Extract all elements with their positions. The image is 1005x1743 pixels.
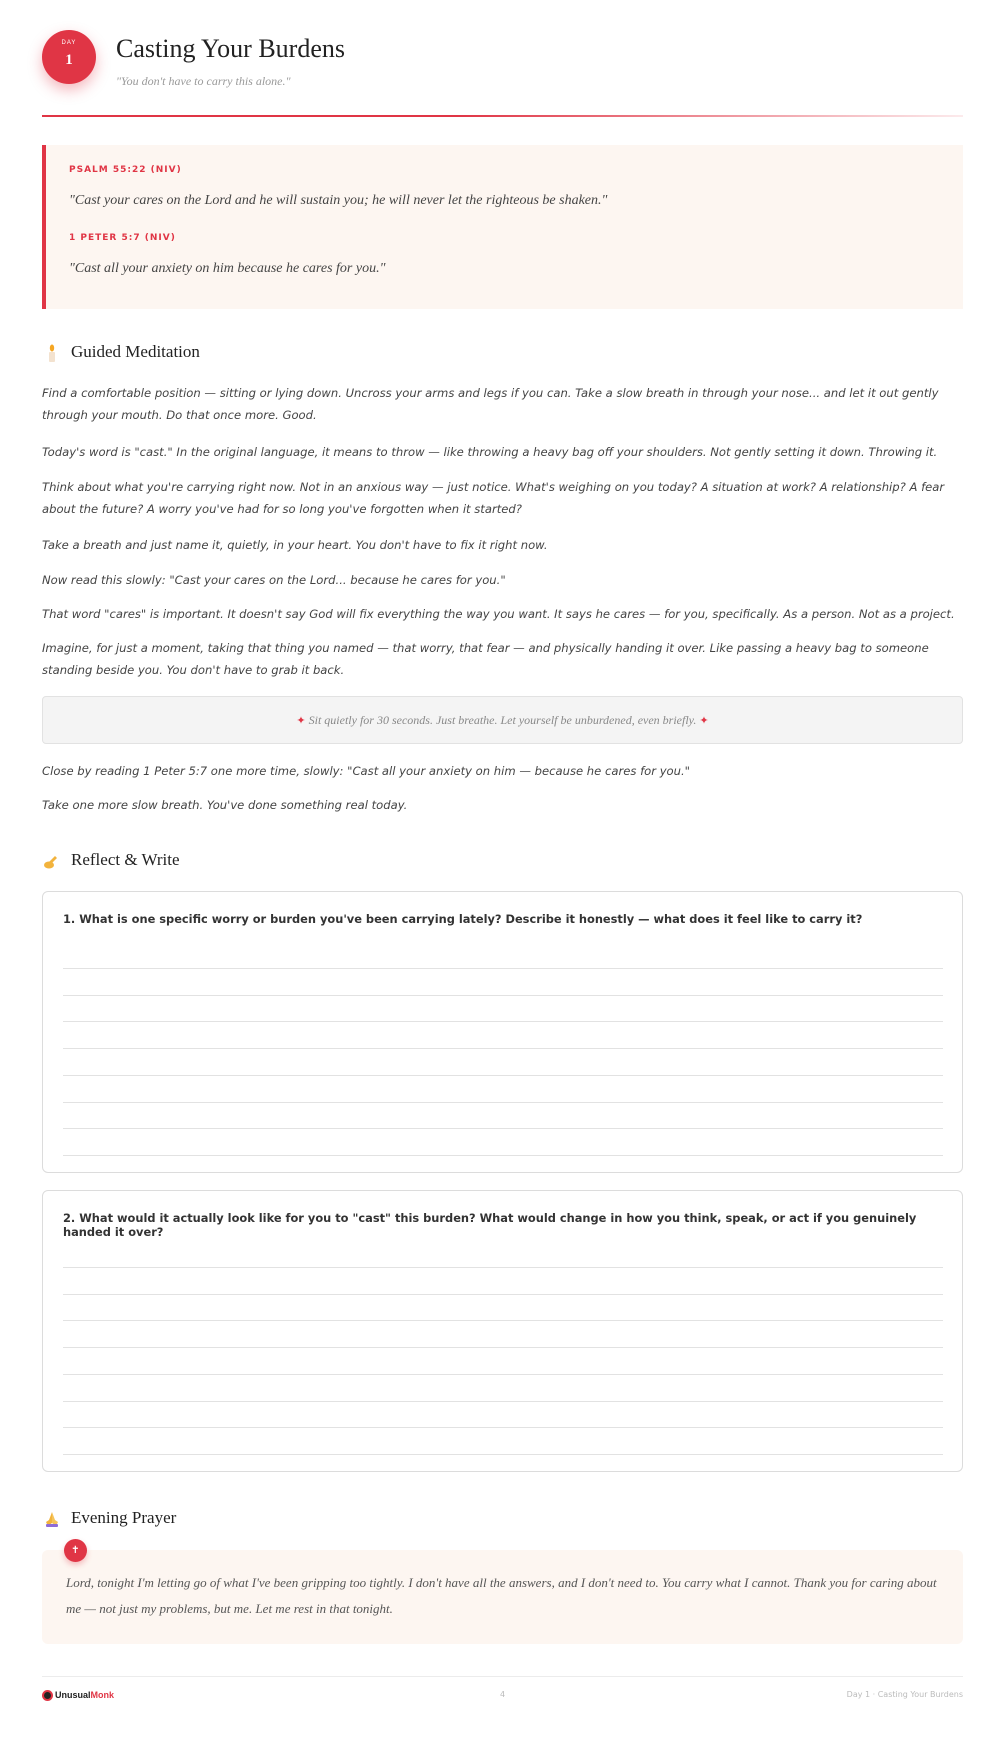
praying-hands-icon	[42, 1510, 62, 1532]
meditation-heading	[42, 342, 642, 366]
writing-line[interactable]	[63, 1320, 943, 1321]
header-divider	[42, 115, 963, 117]
writing-line[interactable]	[63, 995, 943, 996]
prayer-heading	[42, 1508, 642, 1532]
page-footer	[42, 1688, 963, 1704]
meditation-paragraph: Think about what you're carrying right now. Not in an anxious way — just notice. What's weighing on you today? A situation at work? A relationship? A fear about the future? A worry you've had for so long you've forgotten when it started?	[42, 480, 945, 516]
writing-line[interactable]	[63, 1155, 943, 1156]
page-subtitle: "You don't have to carry this alone."	[116, 74, 291, 88]
prayer-card	[42, 1550, 963, 1644]
candle-icon	[42, 344, 62, 366]
day-badge	[42, 30, 96, 84]
reflect-heading	[42, 850, 642, 874]
prayer-text: Lord, tonight I'm letting go of what I've been gripping too tightly. I don't have all the answers, and I don't need to. You carry what I cannot. Thank you for caring about me — not just my problems, but me. Let me rest in that tonight.	[66, 1575, 937, 1616]
day-label: DAY	[61, 40, 77, 46]
writing-line[interactable]	[63, 1427, 943, 1428]
logo-word-accent: Monk	[90, 1690, 115, 1700]
writing-line[interactable]	[63, 1048, 943, 1049]
writing-line[interactable]	[63, 968, 943, 969]
writing-line[interactable]	[63, 1021, 943, 1022]
journal-page	[42, 0, 963, 1743]
sparkle-icon: ✦	[699, 715, 709, 727]
section-title: Guided Meditation	[71, 342, 200, 361]
logo-word: Unusual	[55, 1690, 91, 1700]
sparkle-icon: ✦	[296, 715, 306, 727]
reflection-card	[42, 1190, 963, 1472]
writing-line[interactable]	[63, 1075, 943, 1076]
writing-hand-icon	[42, 852, 62, 874]
meditation-closing: Take one more slow breath. You've done something real today.	[42, 798, 408, 812]
page-number: 4	[499, 1690, 506, 1699]
scripture-reference: PSALM 55:22 (NIV)	[69, 165, 182, 175]
scripture-panel	[42, 145, 963, 309]
section-title: Reflect & Write	[71, 850, 180, 869]
day-header	[42, 30, 963, 90]
page-title: Casting Your Burdens	[116, 34, 345, 63]
writing-line[interactable]	[63, 1401, 943, 1402]
footer-page-title: Day 1 · Casting Your Burdens	[846, 1690, 963, 1699]
pause-text: Sit quietly for 30 seconds. Just breathe. Let yourself be unburdened, even briefly.	[308, 713, 697, 727]
footer-divider	[42, 1676, 963, 1677]
meditation-paragraph: Find a comfortable position — sitting or lying down. Uncross your arms and legs if you can. Take a slow breath in through your nose... and let it out gently through your mouth. Do that once more. Good.	[42, 386, 939, 422]
writing-line[interactable]	[63, 1128, 943, 1129]
day-number: 1	[65, 52, 73, 68]
writing-line[interactable]	[63, 1374, 943, 1375]
meditation-closing: Close by reading 1 Peter 5:7 one more time, slowly: "Cast all your anxiety on him — because he cares for you."	[42, 764, 691, 778]
scripture-verse: "Cast all your anxiety on him because he cares for you."	[69, 261, 386, 276]
reflection-question: 2. What would it actually look like for you to "cast" this burden? What would change in how you think, speak, or act if you genuinely handed it over?	[63, 1211, 917, 1239]
meditation-paragraph: That word "cares" is important. It doesn't say God will fix everything the way you want. It says he cares — for you, specifically. As a person. Not as a project.	[42, 607, 955, 621]
writing-line[interactable]	[63, 1347, 943, 1348]
reflection-card	[42, 891, 963, 1173]
writing-line[interactable]	[63, 1267, 943, 1268]
pause-callout	[42, 696, 963, 744]
scripture-reference: 1 PETER 5:7 (NIV)	[69, 233, 176, 243]
cross-icon: ✝	[64, 1539, 87, 1562]
scripture-verse: "Cast your cares on the Lord and he will sustain you; he will never let the righteous be shaken."	[69, 193, 608, 208]
meditation-paragraph: Take a breath and just name it, quietly, in your heart. You don't have to fix it right now.	[42, 538, 548, 552]
meditation-paragraph: Today's word is "cast." In the original language, it means to throw — like throwing a heavy bag off your shoulders. Not gently setting it down. Throwing it.	[42, 445, 938, 459]
writing-line[interactable]	[63, 1454, 943, 1455]
meditation-paragraph: Imagine, for just a moment, taking that thing you named — that worry, that fear — and physically handing it over. Like passing a heavy bag to someone standing beside you. You don't have to grab it back.	[42, 641, 929, 677]
writing-line[interactable]	[63, 1294, 943, 1295]
writing-line[interactable]	[63, 1102, 943, 1103]
meditation-paragraph: Now read this slowly: "Cast your cares on the Lord... because he cares for you."	[42, 573, 506, 587]
section-title: Evening Prayer	[71, 1508, 177, 1527]
reflection-question: 1. What is one specific worry or burden you've been carrying lately? Describe it honestly — what does it feel like to carry it?	[63, 912, 863, 926]
